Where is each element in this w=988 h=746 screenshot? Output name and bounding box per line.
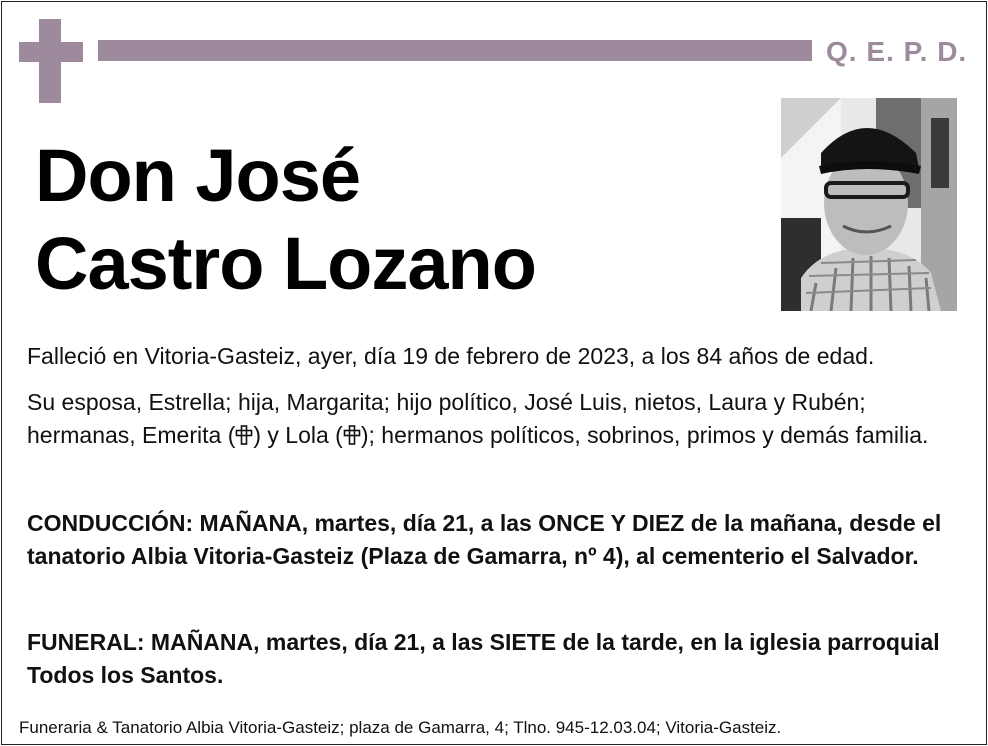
- conduccion-notice: CONDUCCIÓN: MAÑANA, martes, día 21, a las ONCE Y DIEZ de la mañana, desde el tanatorio Albia Vitoria-Gasteiz (Plaza de Gamarra, nº 4), al cementerio el Salvador.: [27, 510, 942, 569]
- small-cross-icon: [343, 419, 361, 452]
- small-cross-icon: [235, 419, 253, 452]
- qepd-label: Q. E. P. D.: [826, 36, 968, 67]
- funeral-home-footer: Funeraria & Tanatorio Albia Vitoria-Gasteiz; plaza de Gamarra, 4; Tlno. 945-12.03.04; Vitoria-Gasteiz.: [19, 718, 782, 737]
- name-line-2: Castro Lozano: [35, 222, 536, 305]
- cross-icon: [19, 19, 83, 103]
- death-notice: Falleció en Vitoria-Gasteiz, ayer, día 19 de febrero de 2023, a los 84 años de edad.: [27, 343, 875, 369]
- funeral-notice: FUNERAL: MAÑANA, martes, día 21, a las SIETE de la tarde, en la iglesia parroquial Todos los Santos.: [27, 629, 940, 688]
- family-text-3: ); hermanos políticos, sobrinos, primos y demás familia.: [360, 422, 929, 448]
- deceased-name: [35, 132, 536, 308]
- obituary-card: [1, 1, 987, 745]
- deceased-photo: [781, 98, 957, 311]
- name-line-1: Don José: [35, 134, 361, 217]
- family-text-2: ) y Lola (: [253, 422, 343, 448]
- header-divider-bar: [98, 40, 812, 61]
- family-list: [27, 386, 957, 452]
- family-text-1: Su esposa, Estrella; hija, Margarita; hijo político, José Luis, nietos, Laura y Rubén; hermanas, Emerita (: [27, 389, 866, 448]
